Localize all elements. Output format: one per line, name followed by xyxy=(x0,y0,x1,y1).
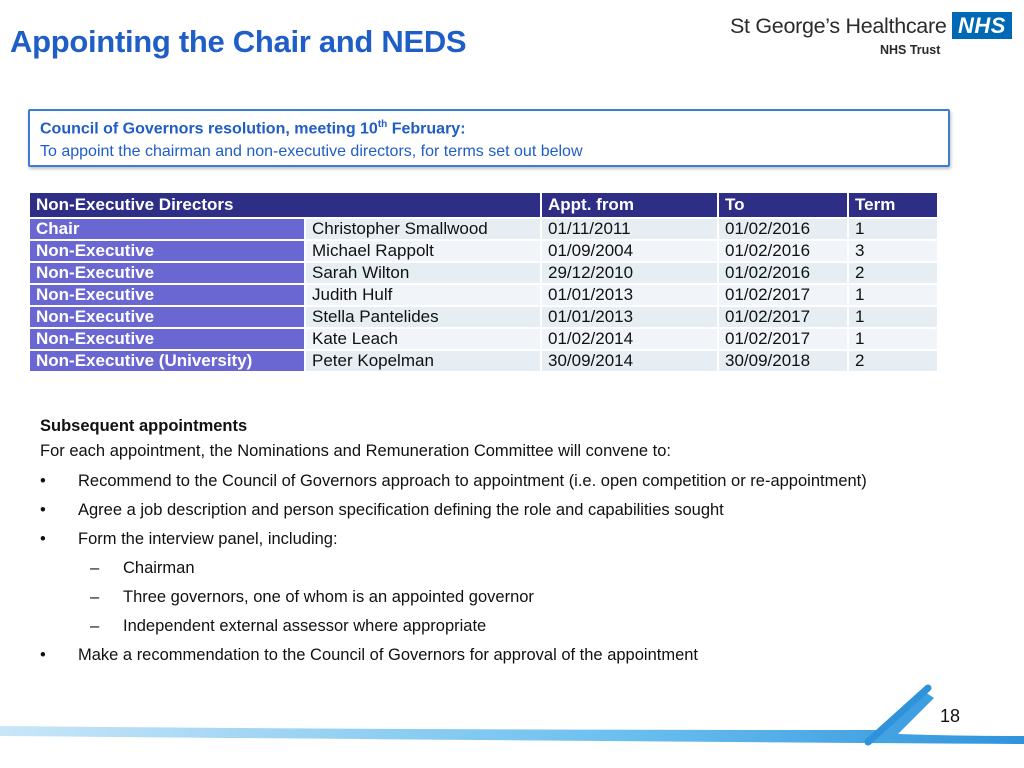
cell-appt-from: 30/09/2014 xyxy=(542,351,717,371)
table-row xyxy=(30,329,937,349)
header-directors: Non-Executive Directors xyxy=(30,193,540,217)
cell-name: Kate Leach xyxy=(306,329,540,349)
logo-org-name: St George’s Healthcare xyxy=(730,14,947,38)
resolution-text: To appoint the chairman and non-executive directors, for terms set out below xyxy=(40,143,583,160)
cell-name: Judith Hulf xyxy=(306,285,540,305)
resolution-heading-sup: th xyxy=(377,119,388,130)
directors-table xyxy=(28,191,939,373)
cell-role: Non-Executive (University) xyxy=(30,351,304,371)
table-row xyxy=(30,263,937,283)
cell-term: 1 xyxy=(849,329,937,349)
cell-appt-from: 01/09/2004 xyxy=(542,241,717,261)
cell-term: 1 xyxy=(849,219,937,239)
bullet-text: Recommend to the Council of Governors approach to appointment (i.e. open competition or re-appointment) xyxy=(78,472,867,490)
resolution-heading-text: Council of Governors resolution, meeting 10 xyxy=(40,120,378,138)
table-row xyxy=(30,219,937,239)
logo-subtitle: NHS Trust xyxy=(880,43,941,57)
bullet-item xyxy=(40,528,940,550)
cell-appt-from: 01/01/2013 xyxy=(542,285,717,305)
cell-appt-from: 01/11/2011 xyxy=(542,219,717,239)
table-row xyxy=(30,351,937,371)
cell-role: Non-Executive xyxy=(30,241,304,261)
subsequent-heading: Subsequent appointments xyxy=(40,417,248,435)
panel-item xyxy=(40,615,940,637)
cell-to: 01/02/2016 xyxy=(719,263,847,283)
panel-item xyxy=(40,586,940,608)
page-number: 18 xyxy=(940,706,961,726)
subsequent-appointments xyxy=(40,416,940,673)
table-row xyxy=(30,241,937,261)
table-row xyxy=(30,307,937,327)
cell-to: 01/02/2017 xyxy=(719,329,847,349)
panel-text: Chairman xyxy=(123,559,195,577)
cell-term: 1 xyxy=(849,307,937,327)
slide-title: Appointing the Chair and NEDS xyxy=(10,24,467,59)
nhs-badge: NHS xyxy=(952,12,1012,39)
cell-name: Michael Rappolt xyxy=(306,241,540,261)
bullet-text: Form the interview panel, including: xyxy=(78,530,338,548)
cell-appt-from: 01/02/2014 xyxy=(542,329,717,349)
cell-to: 01/02/2017 xyxy=(719,307,847,327)
dash-mark: – xyxy=(90,559,100,577)
cell-name: Peter Kopelman xyxy=(306,351,540,371)
cell-term: 3 xyxy=(849,241,937,261)
cell-appt-from: 01/01/2013 xyxy=(542,307,717,327)
bullet-item xyxy=(40,499,940,521)
resolution-box xyxy=(28,109,950,167)
header-to: To xyxy=(719,193,847,217)
table-header-row xyxy=(30,193,937,217)
bullet-mark: • xyxy=(40,530,46,548)
cell-name: Christopher Smallwood xyxy=(306,219,540,239)
resolution-heading xyxy=(40,119,466,138)
resolution-heading-end: February: xyxy=(387,120,466,138)
cell-role: Chair xyxy=(30,219,304,239)
subsequent-intro: For each appointment, the Nominations and Remuneration Committee will convene to: xyxy=(40,442,671,460)
cell-name: Sarah Wilton xyxy=(306,263,540,283)
bullet-mark: • xyxy=(40,501,46,519)
cell-role: Non-Executive xyxy=(30,263,304,283)
cell-to: 01/02/2016 xyxy=(719,219,847,239)
cell-name: Stella Pantelides xyxy=(306,307,540,327)
cell-term: 2 xyxy=(849,263,937,283)
panel-text: Three governors, one of whom is an appointed governor xyxy=(123,588,534,606)
bullet-text: Agree a job description and person specification defining the role and capabilities sought xyxy=(78,501,724,519)
cell-term: 2 xyxy=(849,351,937,371)
bullet-item xyxy=(40,644,940,666)
panel-text: Independent external assessor where appropriate xyxy=(123,617,487,635)
cell-term: 1 xyxy=(849,285,937,305)
cell-appt-from: 29/12/2010 xyxy=(542,263,717,283)
bullet-item xyxy=(40,470,940,492)
cell-role: Non-Executive xyxy=(30,307,304,327)
footer-swoosh xyxy=(0,680,1024,768)
header-term: Term xyxy=(849,193,937,217)
panel-item xyxy=(40,557,940,579)
dash-mark: – xyxy=(90,588,100,606)
bullet-text: Make a recommendation to the Council of Governors for approval of the appointment xyxy=(78,646,699,664)
cell-to: 01/02/2016 xyxy=(719,241,847,261)
bullet-mark: • xyxy=(40,472,46,490)
table-row xyxy=(30,285,937,305)
dash-mark: – xyxy=(90,617,100,635)
cell-to: 30/09/2018 xyxy=(719,351,847,371)
cell-role: Non-Executive xyxy=(30,329,304,349)
header-appt-from: Appt. from xyxy=(542,193,717,217)
cell-to: 01/02/2017 xyxy=(719,285,847,305)
bullet-mark: • xyxy=(40,646,46,664)
cell-role: Non-Executive xyxy=(30,285,304,305)
